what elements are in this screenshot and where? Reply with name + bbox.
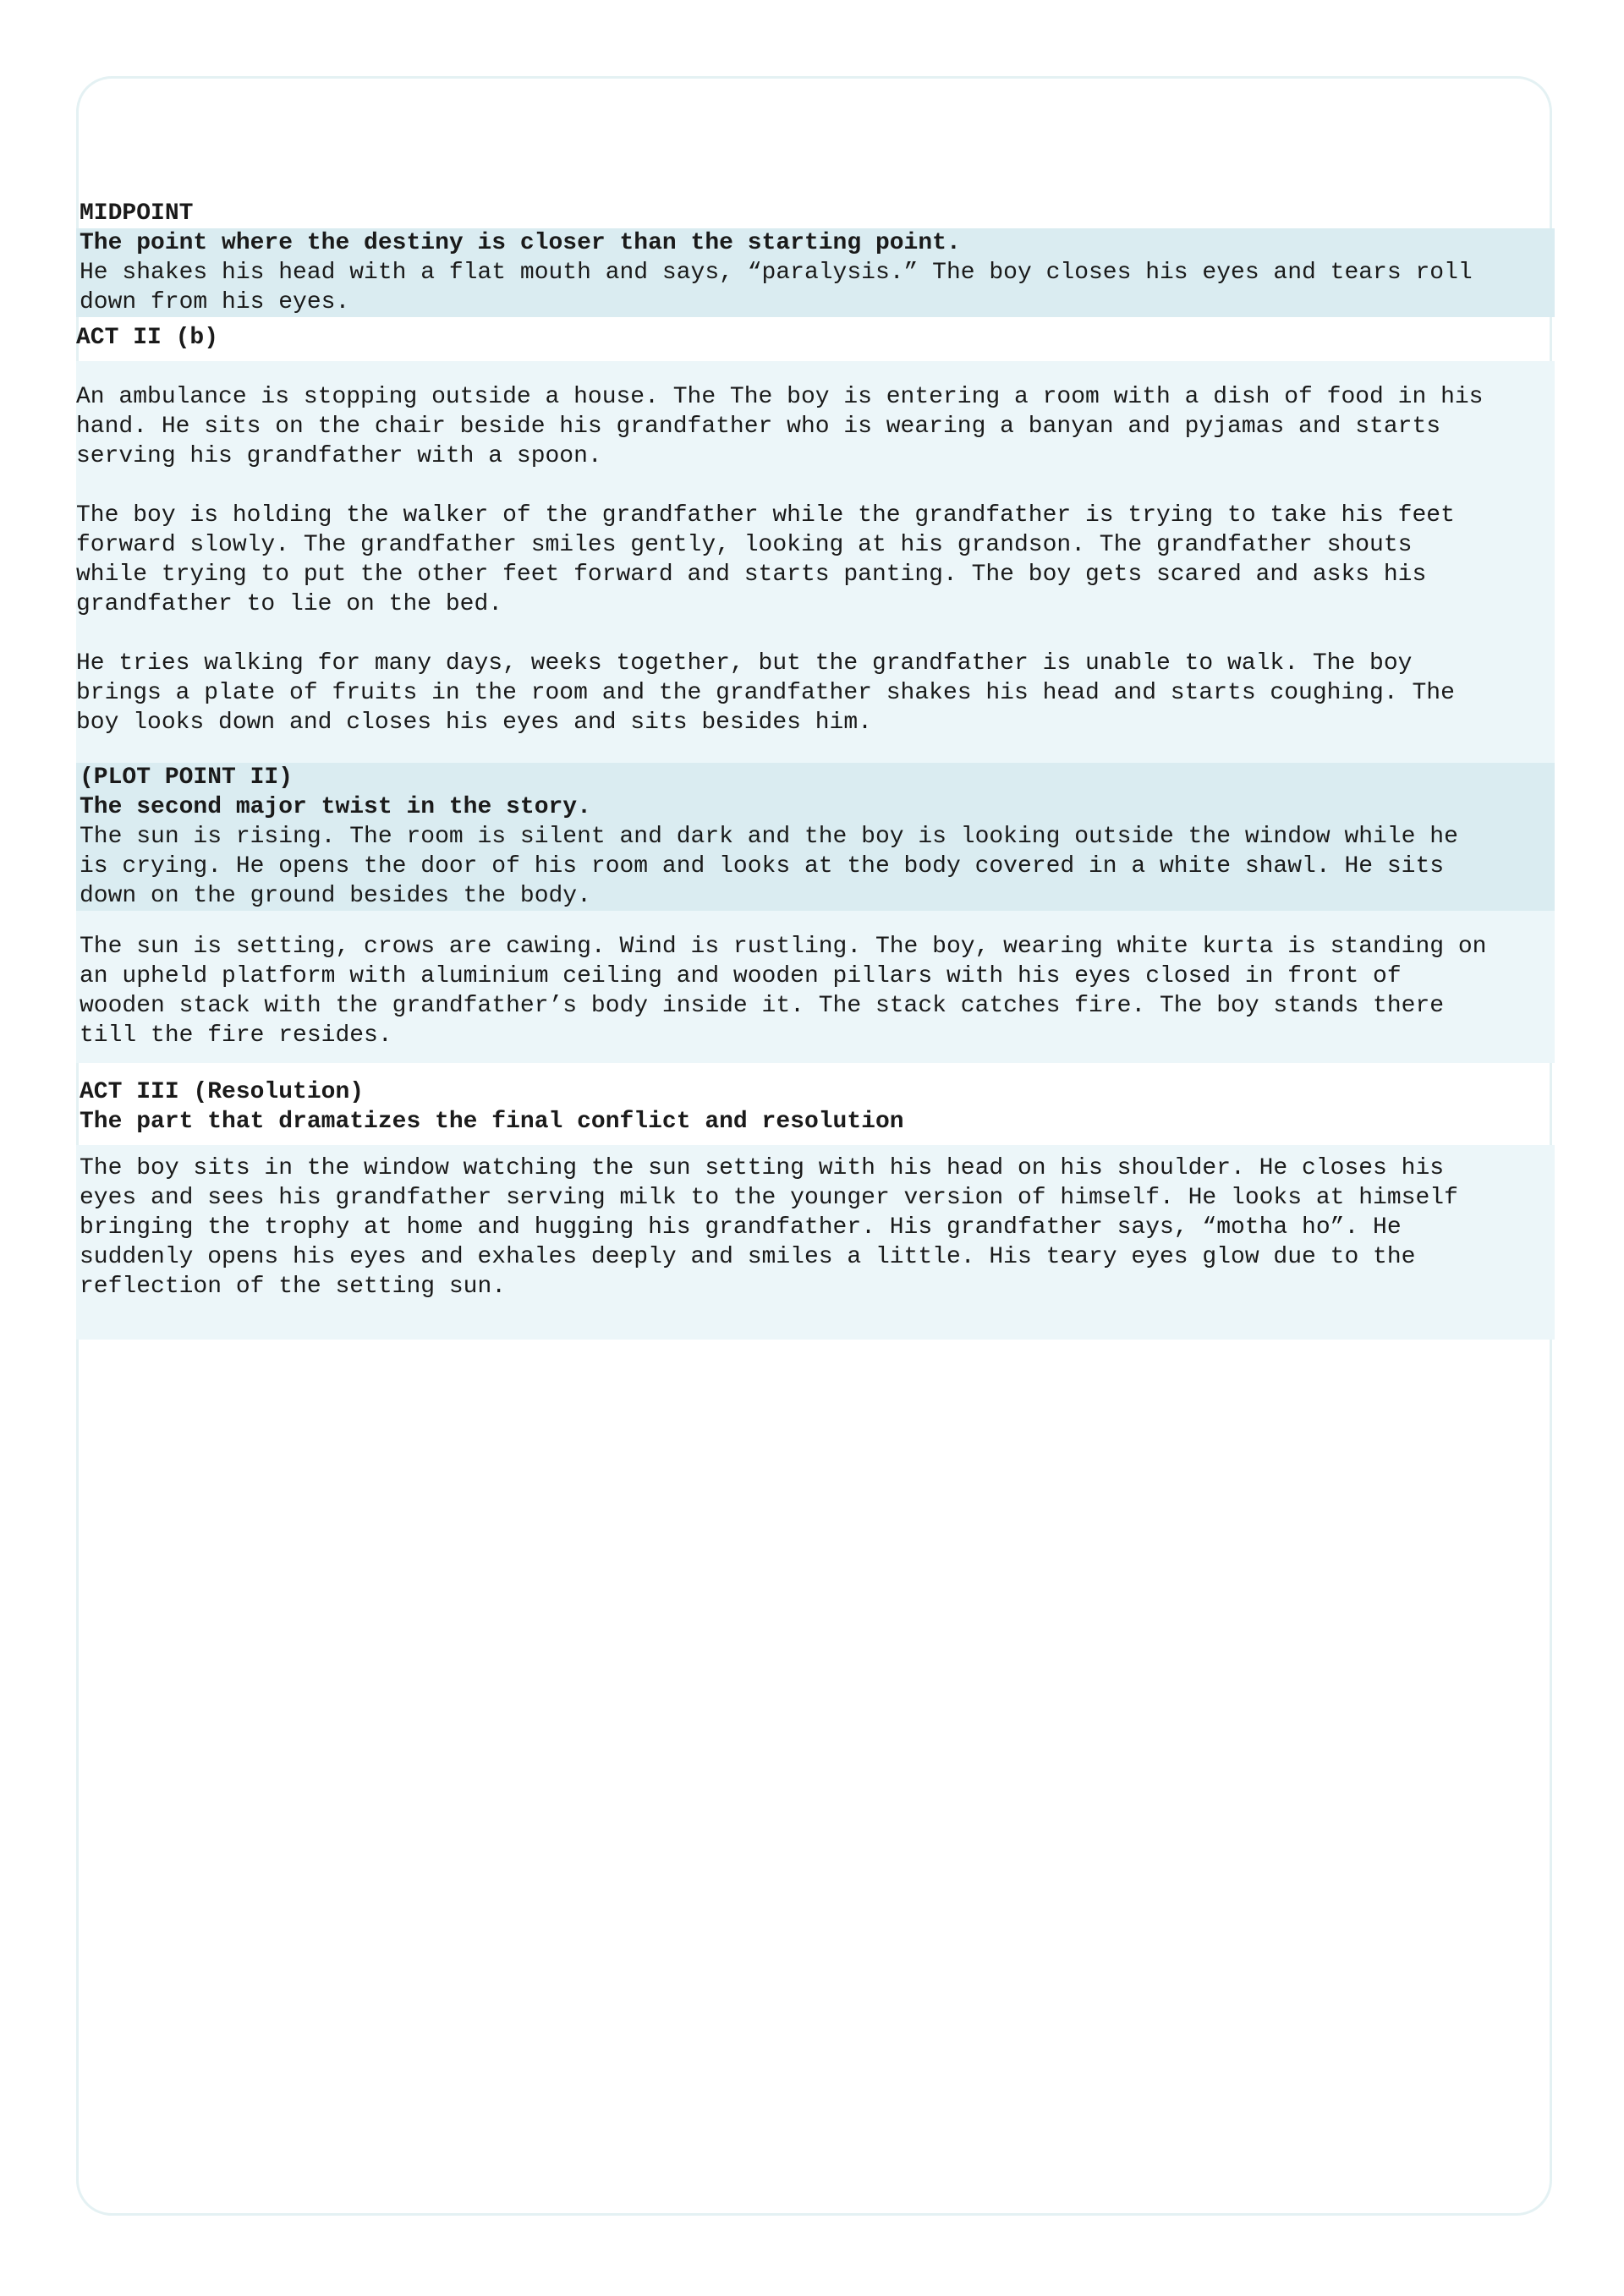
act2b-block xyxy=(76,361,1555,763)
midpoint-line: down from his eyes. xyxy=(80,289,350,315)
midpoint-section xyxy=(76,199,1555,317)
act2b-heading: ACT II (b) xyxy=(76,325,219,351)
plot-point2-heading: (PLOT POINT II) xyxy=(80,764,294,791)
midpoint-line: He shakes his head with a flat mouth and says, “paralysis.” The boy closes his eyes and tears roll xyxy=(80,260,1473,286)
midpoint-subheading: The point where the destiny is closer than the starting point. xyxy=(80,230,961,256)
plot-point2-aftermath xyxy=(76,911,1555,1063)
act3-line: eyes and sees his grandfather serving milk to the younger version of himself. He looks at himself xyxy=(80,1185,1458,1211)
document-body xyxy=(76,199,1555,1340)
act2b-line: hand. He sits on the chair beside his grandfather who is wearing a banyan and pyjamas and starts xyxy=(76,414,1441,440)
act2b-section xyxy=(76,317,1555,763)
act3-subheading: The part that dramatizes the final conflict and resolution xyxy=(80,1109,904,1135)
act3-section xyxy=(76,1063,1555,1340)
act3-heading: ACT III (Resolution) xyxy=(80,1079,365,1105)
act2b-line: An ambulance is stopping outside a house. The The boy is entering a room with a dish of food in his xyxy=(76,384,1484,410)
act2b-line: He tries walking for many days, weeks together, but the grandfather is unable to walk. The boy xyxy=(76,650,1413,677)
act3-line: reflection of the setting sun. xyxy=(80,1274,507,1300)
plot-point2-block xyxy=(76,763,1555,911)
plot-point2-subheading: The second major twist in the story. xyxy=(80,794,591,820)
act2b-line: forward slowly. The grandfather smiles gently, looking at his grandson. The grandfather shouts xyxy=(76,532,1413,558)
act3-line: The boy sits in the window watching the sun setting with his head on his shoulder. He closes his xyxy=(80,1155,1445,1181)
act3-line: bringing the trophy at home and hugging his grandfather. His grandfather says, “motha ho”. He xyxy=(80,1214,1402,1241)
act2b-line: The boy is holding the walker of the grandfather while the grandfather is trying to take his feet xyxy=(76,502,1455,529)
act2b-line: boy looks down and closes his eyes and sits besides him. xyxy=(76,710,872,736)
plot-point2-line: wooden stack with the grandfather’s body inside it. The stack catches fire. The boy stands there xyxy=(80,993,1445,1019)
plot-point2-line: The sun is rising. The room is silent and dark and the boy is looking outside the window while he xyxy=(80,824,1458,850)
plot-point2-line: is crying. He opens the door of his room and looks at the body covered in a white shawl. He sits xyxy=(80,853,1445,879)
act2b-line: while trying to put the other feet forward and starts panting. The boy gets scared and asks his xyxy=(76,562,1427,588)
blank-line xyxy=(76,471,1555,501)
plot-point2-line: The sun is setting, crows are cawing. Wind is rustling. The boy, wearing white kurta is standing on xyxy=(80,934,1487,960)
act3-line: suddenly opens his eyes and exhales deeply and smiles a little. His teary eyes glow due to the xyxy=(80,1244,1416,1270)
plot-point2-line: down on the ground besides the body. xyxy=(80,883,591,909)
act3-block xyxy=(76,1145,1555,1340)
act2b-line: serving his grandfather with a spoon. xyxy=(76,443,602,469)
act2b-line: grandfather to lie on the bed. xyxy=(76,591,503,617)
blank-line xyxy=(76,619,1555,649)
plot-point2-section xyxy=(76,763,1555,1063)
act2b-line: brings a plate of fruits in the room and the grandfather shakes his head and starts coughing. The xyxy=(76,680,1455,706)
plot-point2-line: till the fire resides. xyxy=(80,1022,392,1049)
plot-point2-line: an upheld platform with aluminium ceiling and wooden pillars with his eyes closed in front of xyxy=(80,963,1402,989)
midpoint-block xyxy=(76,228,1555,317)
midpoint-heading: MIDPOINT xyxy=(80,200,194,227)
